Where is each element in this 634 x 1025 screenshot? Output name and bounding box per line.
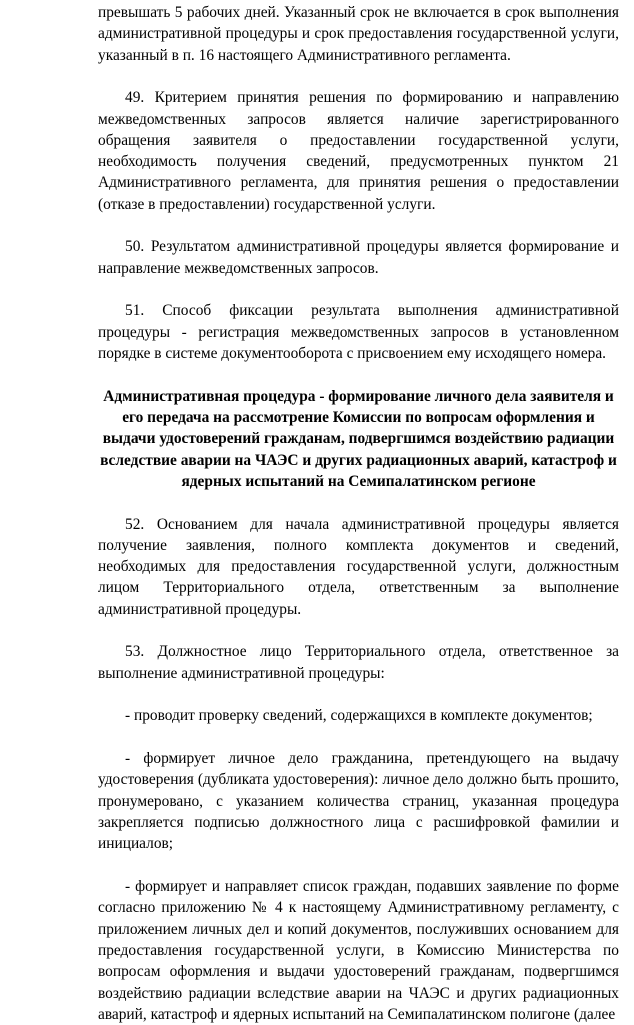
list-item: - формирует личное дело гражданина, претендующего на выдачу удостоверения (дубликата удостоверения): личное дело должно быть прошито, пронумеровано, с указанием количества страниц, указанная процедура закрепляется подписью должностного лица с расшифровкой фамилии и инициалов; — [98, 750, 619, 853]
section-heading: Административная процедура - формирование личного дела заявителя и его передача на рассмотрение Комиссии по вопросам оформления и выдачи удостоверений гражданам, подвергшимся воздействию радиации вследствие аварии на ЧАЭС и других радиационных аварий, катастроф и ядерных испытаний на Семипалатинском регионе — [100, 387, 617, 490]
paragraph-continuation: превышать 5 рабочих дней. Указанный срок не включается в срок выполнения административной процедуры и срок предоставления государственной услуги, указанный в п. 16 настоящего Административного регламента. — [98, 4, 619, 64]
paragraph-49: 49. Критерием принятия решения по формированию и направлению межведомственных запросов является наличие зарегистрированного обращения заявителя о предоставлении государственной услуги, необходимость получения сведений, предусмотренных пунктом 21 Административного регламента, для принятия решения о предоставлении (отказе в предоставлении) государственной услуги. — [98, 89, 619, 213]
list-item: - проводит проверку сведений, содержащихся в комплекте документов; — [125, 707, 593, 725]
paragraph-52: 52. Основанием для начала административной процедуры является получение заявления, полного комплекта документов и сведений, необходимых для предоставления государственной услуги, должностным лицом Территориального отдела, ответственным за выполнение административной процедуры. — [98, 515, 619, 618]
list-item: - формирует и направляет список граждан, подавших заявление по форме согласно приложению № 4 к настоящему Административному регламенту, с приложением личных дел и копий документов, послуживших основанием для предоставления государственной услуги, в Комиссию Министерства по вопросам оформления и выдачи удостоверений гражданам, подвергшимся воздействию радиации вследствие аварии на ЧАЭС и других радиационных аварий, катастроф и ядерных испытаний на Семипалатинском полигоне (далее — [98, 878, 619, 1023]
paragraph-51: 51. Способ фиксации результата выполнения административной процедуры - регистрация межведомственных запросов в установленном порядке в системе документооборота с присвоением ему исходящего номера. — [98, 302, 619, 363]
paragraph-50: 50. Результатом административной процедуры является формирование и направление межведомственных запросов. — [98, 238, 619, 277]
document-page — [98, 2, 619, 1025]
paragraph-53: 53. Должностное лицо Территориального отдела, ответственное за выполнение административной процедуры: — [98, 643, 619, 682]
